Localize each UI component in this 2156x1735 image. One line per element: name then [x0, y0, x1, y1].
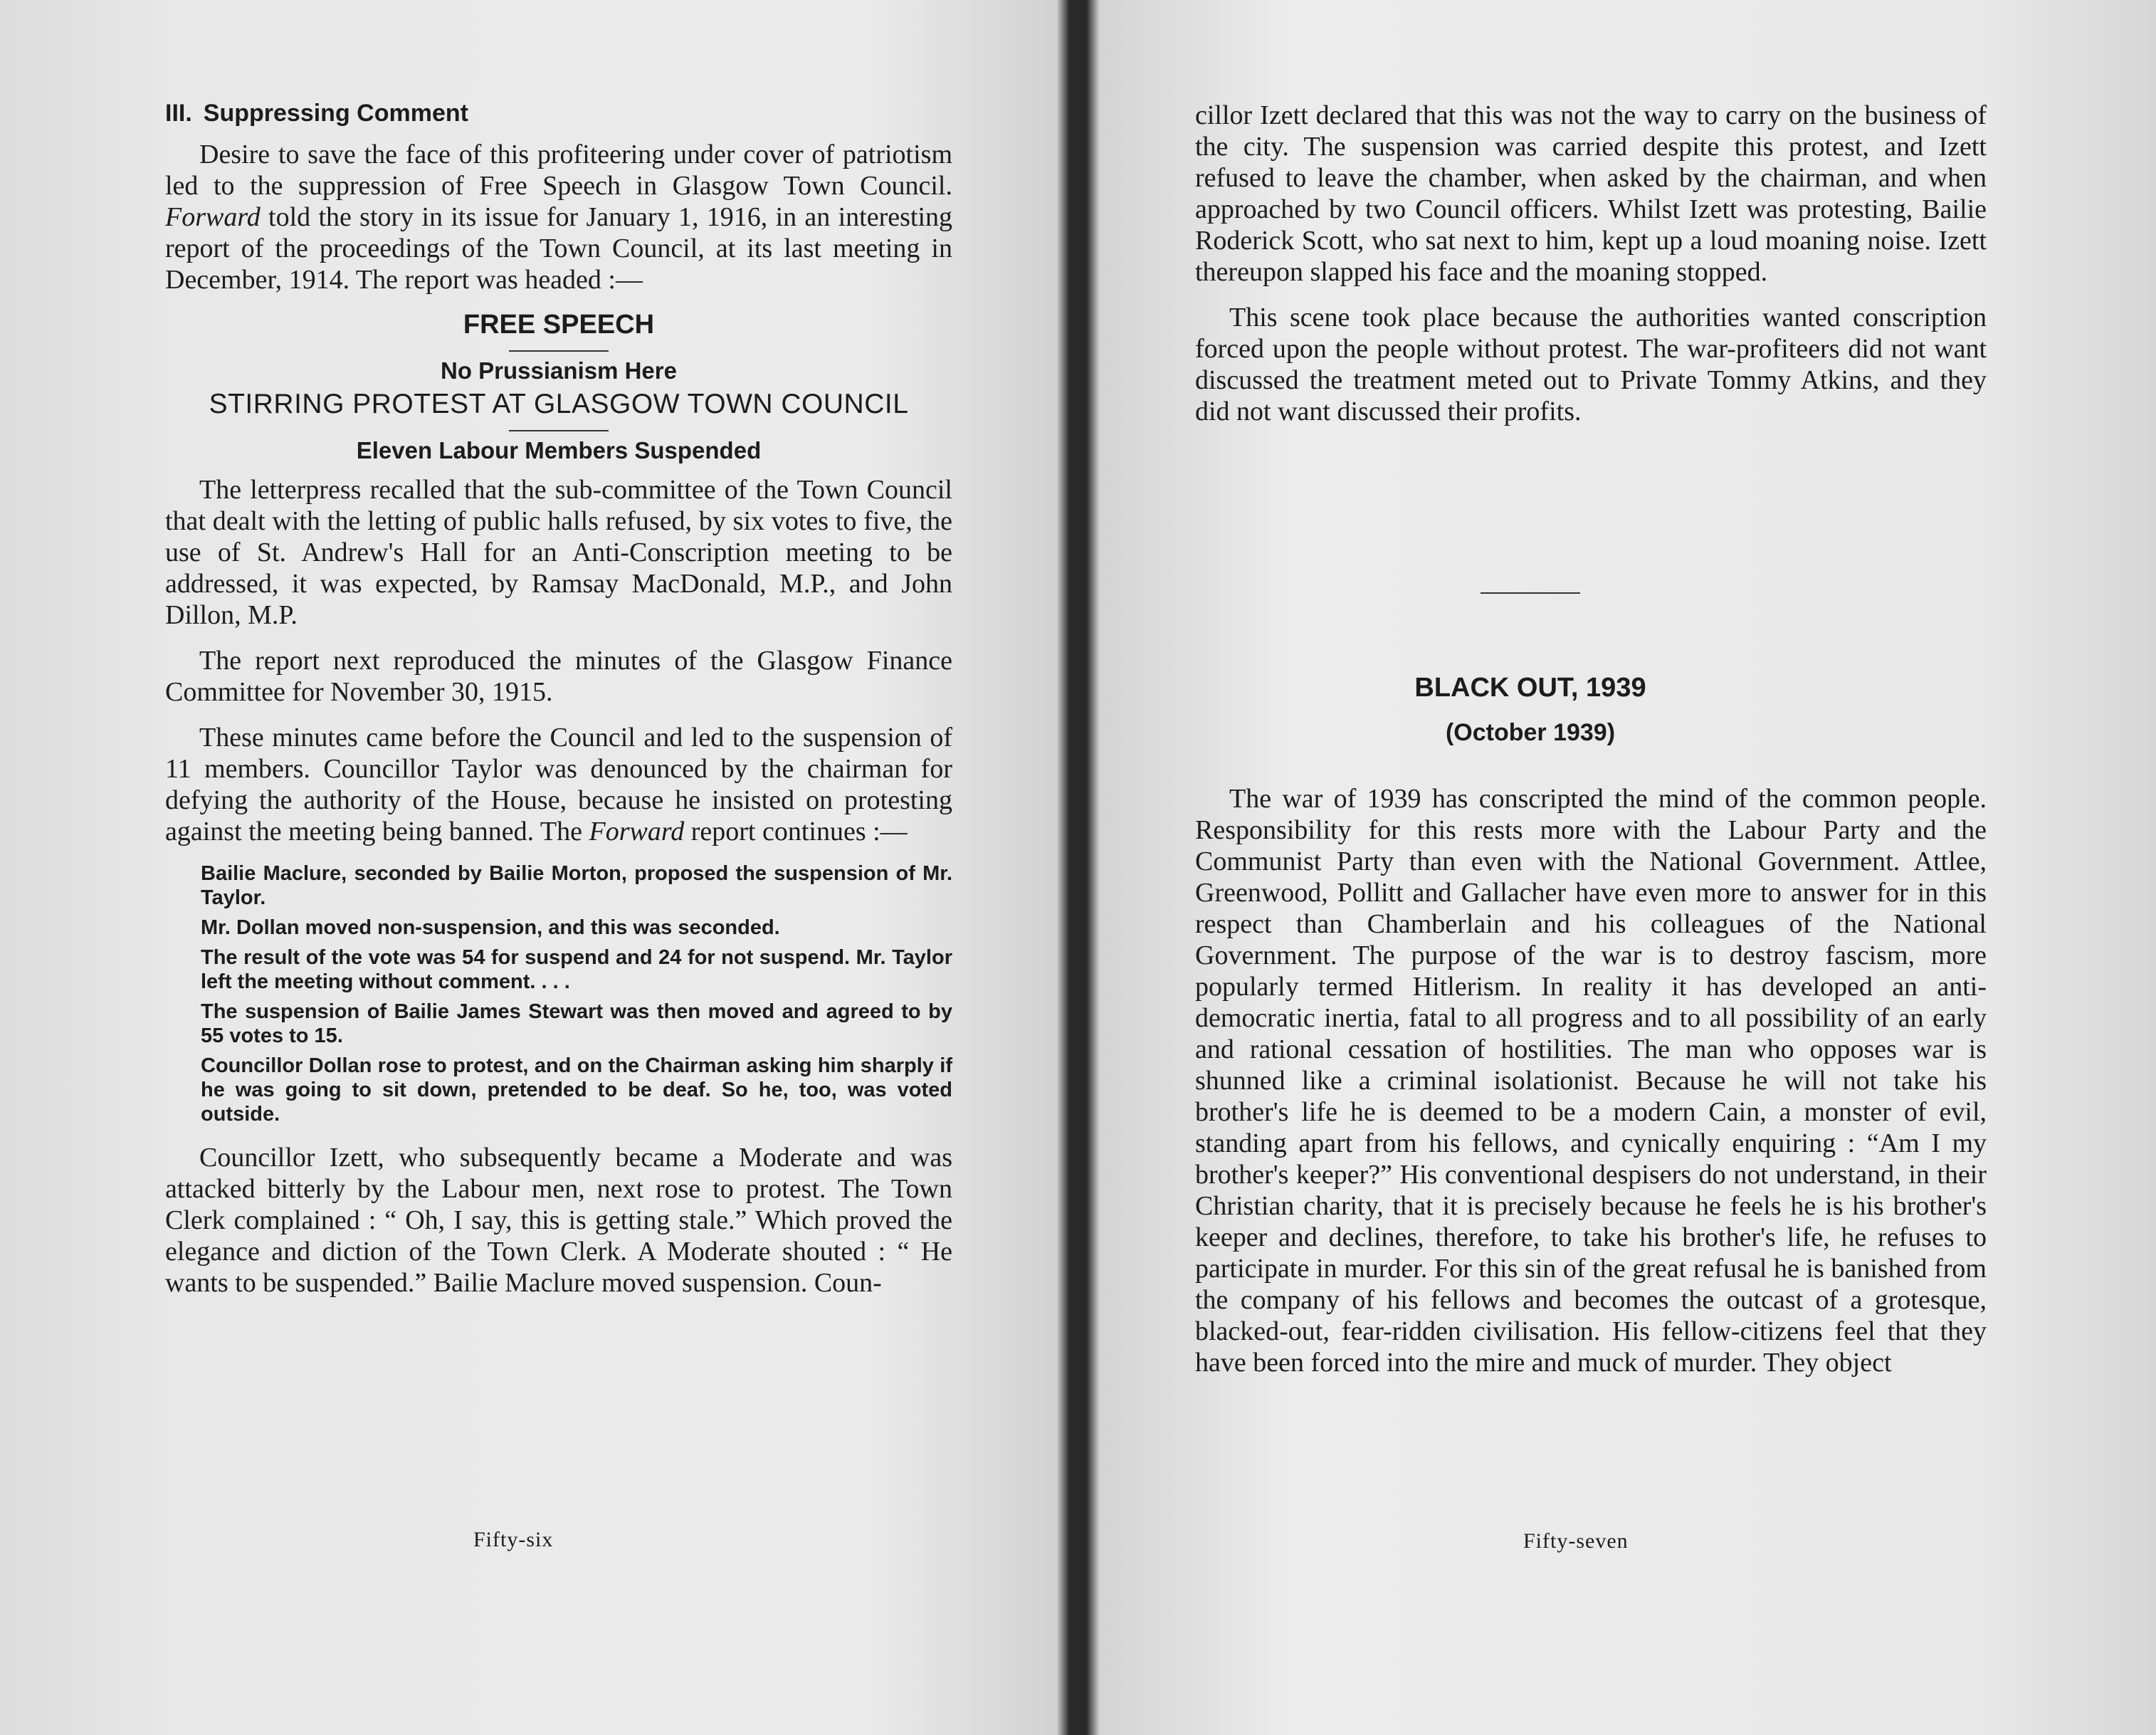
section-number: III. — [165, 100, 192, 127]
page-number-right: Fifty-seven — [1523, 1529, 1629, 1553]
section-title: Suppressing Comment — [203, 100, 468, 127]
paragraph-black-out: The war of 1939 has conscripted the mind of the common people. Responsibility for this rests more with the Labour Party and the Communist Party than even with the National Government. Attlee, Greenwood, Pollitt and Gallacher have even more to answer for in this respect than Chamberlain and his colleagues of the National Government. The purpose of the war is to destroy fascism, more popularly termed Hitlerism. In reality it has developed an anti-democratic inertia, fatal to all progress and to all possibility of an early and rational cessation of hostilities. The man who opposes war is shunned like a criminal isolationist. Because he will not take his brother's life he is deemed to be a modern Cain, a monster of evil, standing apart from his fellows, and cynically enquiring : “Am I my brother's keeper?” His conventional despisers do not understand, in their Christian charity, that it is precisely because he feels he is his brother's keeper and declines, therefore, to take his brother's life, he refuses to participate in murder. For this sin of the great refusal he is banished from the company of his fellows and becomes the outcast of a grotesque, blacked-out, fear-ridden civilisation. His fellow-citizens feel that they have been forced into the mire and muck of murder. They object — [1195, 784, 1987, 1378]
paragraph-4-text-b: report continues :— — [684, 817, 908, 846]
paragraph-4-text-a: These minutes came before the Council and led to the suspension of 11 members. Councillor Taylor was denounced by the chairman for defying the authority of the House, because he insisted on protesting against the meeting being banned. The — [165, 723, 952, 846]
paragraph-scene: This scene took place because the authorities wanted conscription forced upon the people without protest. The war-profiteers did not want discussed the treatment meted out to Private Tommy Atkins, and they did not want discussed their profits. — [1195, 303, 1987, 426]
report-quote: Mr. Dollan moved non-suspension, and this was seconded. — [201, 916, 780, 939]
heading-free-speech: FREE SPEECH — [463, 310, 655, 340]
report-quote: The result of the vote was 54 for suspend and 24 for not suspend. Mr. Taylor left the meeting without comment. . . . — [201, 946, 952, 993]
heading-stirring-protest: STIRRING PROTEST AT GLASGOW TOWN COUNCIL — [209, 389, 909, 419]
section-heading — [165, 100, 952, 127]
heading-prussianism: No Prussianism Here — [441, 357, 677, 384]
section-title-black-out: BLACK OUT, 1939 — [1414, 673, 1646, 703]
paragraph-3: The report next reproduced the minutes of the Glasgow Finance Committee for November 30, 1915. — [165, 646, 952, 707]
paragraph-2: The letterpress recalled that the sub-committee of the Town Council that dealt with the letting of public halls refused, by six votes to five, the use of St. Andrew's Hall for an Anti-Conscription meeting to be addressed, it was expected, by Ramsay MacDonald, M.P., and John Dillon, M.P. — [165, 475, 952, 630]
heading-eleven-suspended: Eleven Labour Members Suspended — [356, 437, 762, 463]
paragraph-4 — [165, 722, 952, 847]
section-divider — [1481, 592, 1580, 594]
paragraph-1-text-b: told the story in its issue for January 1, 1916, in an interesting report of the proceedings of the Town Council, at its last meeting in December, 1914. The report was headed :— — [165, 202, 952, 295]
report-quote: The suspension of Bailie James Stewart was then moved and agreed to by 55 votes to 15. — [201, 1000, 952, 1047]
paragraph-1-text-a: Desire to save the face of this profiteering under cover of patriotism led to the suppression of Free Speech in Glasgow Town Council. — [165, 140, 952, 201]
report-quote: Bailie Maclure, seconded by Bailie Morton, proposed the suspension of Mr. Taylor. — [201, 862, 952, 909]
heading-rule — [509, 350, 609, 352]
left-page — [0, 0, 1068, 1735]
heading-rule — [509, 430, 609, 431]
forward-title: Forward — [589, 817, 685, 846]
right-page-top-text — [1195, 100, 1987, 441]
left-page-text-column — [165, 100, 952, 1313]
forward-title: Forward — [165, 202, 261, 232]
report-quote: Councillor Dollan rose to protest, and on the Chairman asking him sharply if he was going to sit down, pretended to be deaf. So he, too, was voted outside. — [201, 1054, 952, 1126]
paragraph-continued: cillor Izett declared that this was not the way to carry on the business of the city. The suspension was carried despite this protest, and Izett refused to leave the chamber, when asked by the chairman, and when approached by two Council officers. Whilst Izett was protesting, Bailie Roderick Scott, who sat next to him, kept up a loud moaning noise. Izett thereupon slapped his face and the moaning stopped. — [1195, 100, 1987, 287]
page-number-left: Fifty-six — [473, 1528, 554, 1551]
right-page-bottom-text — [1195, 783, 1987, 1393]
paragraph-5: Councillor Izett, who subsequently became a Moderate and was attacked bitterly by the Labour men, next rose to protest. The Town Clerk complained : “ Oh, I say, this is getting stale.” Which proved the elegance and diction of the Town Clerk. A Moderate shouted : “ He wants to be suspended.” Bailie Maclure moved suspension. Coun- — [165, 1143, 952, 1298]
paragraph-1 — [165, 139, 952, 295]
section-subtitle-date: (October 1939) — [1445, 719, 1616, 746]
